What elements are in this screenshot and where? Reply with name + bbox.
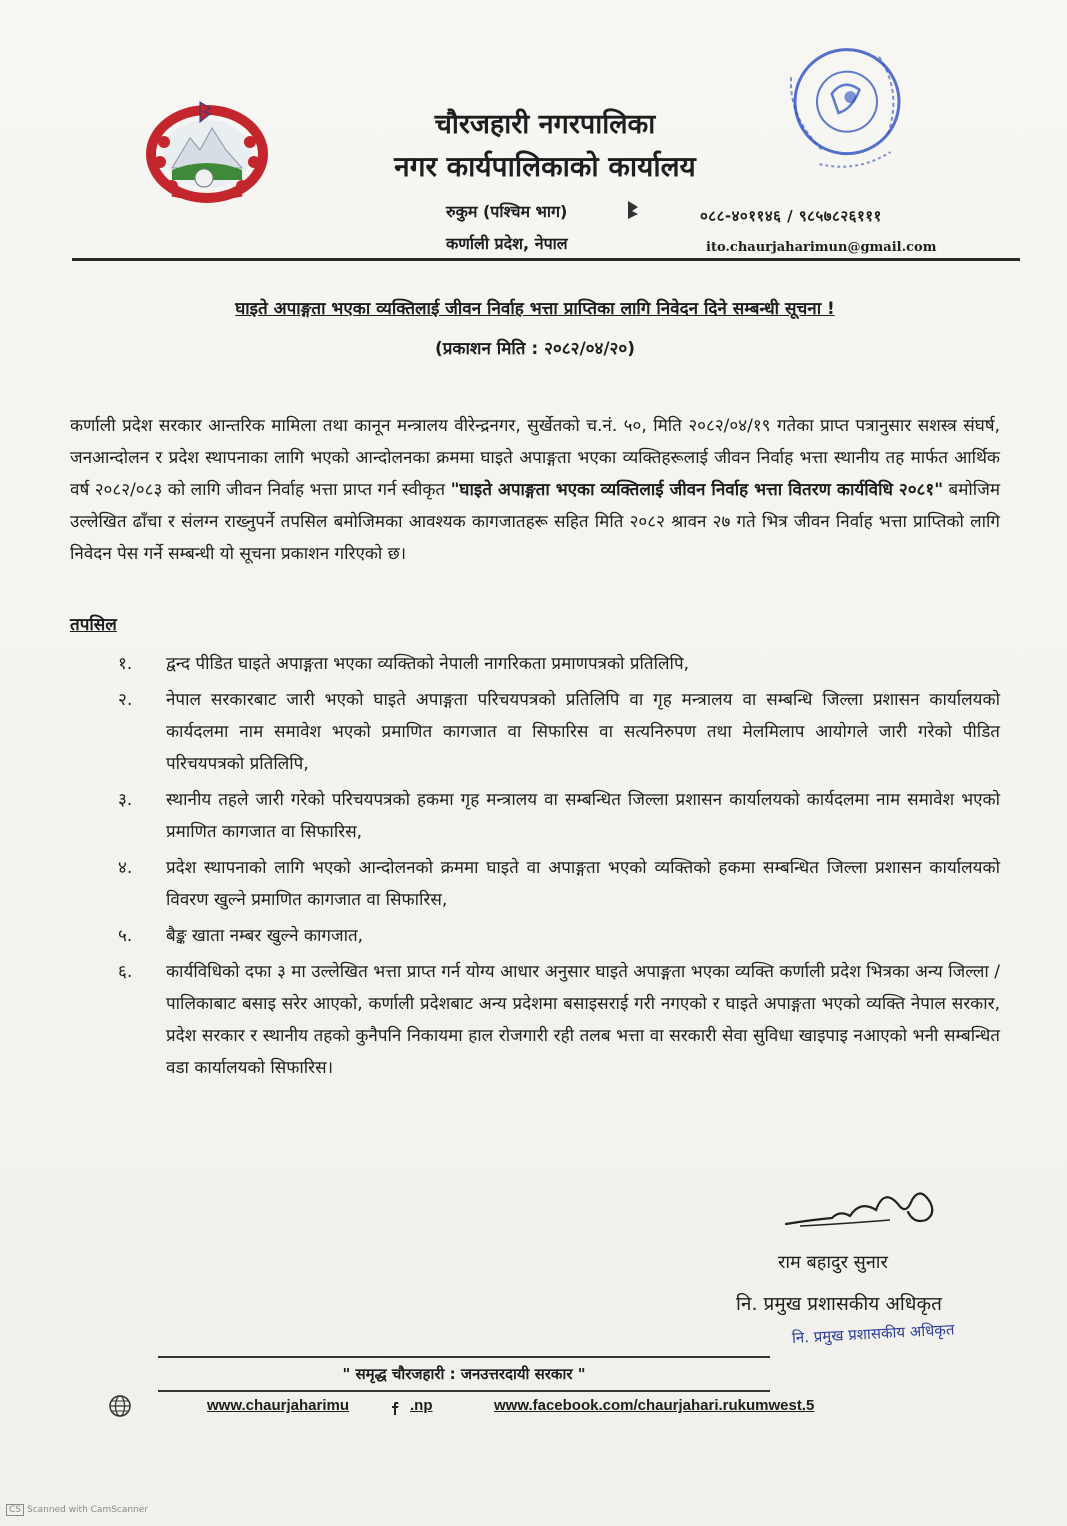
province-line: कर्णाली प्रदेश, नेपाल bbox=[446, 234, 568, 253]
list-item-number: ३. bbox=[118, 790, 133, 810]
nepal-flag-icon bbox=[627, 200, 639, 220]
office-header bbox=[330, 100, 760, 185]
list-item bbox=[118, 648, 1000, 680]
list-item bbox=[118, 920, 1000, 952]
phone-number: ०८८-४०११४६ / ९८५७८२६१११ bbox=[700, 207, 882, 225]
notice-body bbox=[70, 410, 1000, 570]
website-link[interactable]: www.chaurjaharimu bbox=[207, 1397, 349, 1414]
signatory-stamp-title: नि. प्रमुख प्रशासकीय अधिकृत bbox=[791, 1320, 955, 1347]
list-item-number: २. bbox=[118, 690, 133, 710]
list-item bbox=[118, 684, 1000, 780]
email-address: ito.chaurjaharimun@gmail.com bbox=[706, 240, 937, 255]
footer-divider-bottom bbox=[158, 1390, 770, 1392]
notice-subject bbox=[110, 296, 960, 319]
list-item-number: ६. bbox=[118, 962, 133, 982]
list-item bbox=[118, 956, 1000, 1084]
scanner-watermark-text: Scanned with CamScanner bbox=[27, 1505, 149, 1515]
publication-date: (प्रकाशन मिति : २०८२/०४/२०) bbox=[434, 339, 636, 359]
list-item-number: ५. bbox=[118, 926, 133, 946]
signatory-title: नि. प्रमुख प्रशासकीय अधिकृत bbox=[736, 1293, 942, 1315]
facebook-link[interactable]: www.facebook.com/chaurjahari.rukumwest.5 bbox=[494, 1397, 815, 1414]
footer-slogan: " समृद्ध चौरजहारी : जनउत्तरदायी सरकार " bbox=[342, 1365, 586, 1383]
scanner-watermark bbox=[6, 1504, 148, 1516]
body-text-procedure-name: "घाइते अपाङ्गता भएका व्यक्तिलाई जीवन निर्वाह भत्ता वितरण कार्यविधि २०८१" bbox=[450, 480, 944, 500]
list-item-number: ४. bbox=[118, 858, 133, 878]
list-item bbox=[118, 852, 1000, 916]
nepal-emblem-icon bbox=[142, 98, 272, 204]
list-heading: तपसिल bbox=[70, 615, 117, 635]
signatory-name: राम बहादुर सुनार bbox=[778, 1252, 888, 1273]
list-item bbox=[118, 784, 1000, 848]
facebook-icon bbox=[389, 1400, 403, 1416]
district-line: रुकुम (पश्चिम भाग) bbox=[446, 202, 568, 221]
globe-icon bbox=[108, 1394, 132, 1418]
notice-subject-text: घाइते अपाङ्गता भएका व्यक्तिलाई जीवन निर्वाह भत्ता प्राप्तिका लागि निवेदन दिने सम्बन्धी सूचना ! bbox=[235, 299, 835, 319]
camscanner-logo-icon: CS bbox=[6, 1504, 24, 1516]
required-documents-list bbox=[118, 648, 1000, 1088]
municipality-name: चौरजहारी नगरपालिका bbox=[434, 109, 656, 140]
list-item-text: कार्यविधिको दफा ३ मा उल्लेखित भत्ता प्राप्त गर्न योग्य आधार अनुसार घाइते अपाङ्गता भएका व्यक्ति कर्णाली प्रदेश भित्रका अन्य जिल्ला / पालिकाबाट बसाइ सरेर आएको, कर्णाली प्रदेशबाट अन्य प्रदेशमा बसाइसराई गरी नगएको र घाइते अपाङ्गता भएको व्यक्ति नेपाल सरकार, प्रदेश सरकार र स्थानीय तहको कुनैपनि निकायमा हाल रोजगारी रही तलब भत्ता वा सरकारी सेवा सुविधा खाइपाइ नआएको भनी सम्बन्धित वडा कार्यालयको सिफारिस। bbox=[166, 962, 1000, 1078]
handwritten-signature bbox=[780, 1180, 950, 1236]
footer-divider-top bbox=[158, 1356, 770, 1358]
list-item-text: नेपाल सरकारबाट जारी भएको घाइते अपाङ्गता परिचयपत्रको प्रतिलिपि वा गृह मन्त्रालय वा सम्बन्धि जिल्ला प्रशासन कार्यालयको कार्यदलमा नाम समावेश भएको प्रमाणित कागजात वा सिफारिस वा सत्यनिरुपण तथा मेलमिलाप आयोगले जारी गरेको पीडित परिचयपत्रको प्रतिलिपि, bbox=[166, 690, 1000, 774]
list-item-number: १. bbox=[118, 654, 133, 674]
list-item-text: बैङ्क खाता नम्बर खुल्ने कागजात, bbox=[166, 926, 364, 946]
website-link-suffix[interactable]: .np bbox=[410, 1397, 433, 1414]
list-item-text: स्थानीय तहले जारी गरेको परिचयपत्रको हकमा गृह मन्त्रालय वा सम्बन्धित जिल्ला प्रशासन कार्यालयको कार्यदलमा नाम समावेश भएको प्रमाणित कागजात वा सिफारिस, bbox=[166, 790, 1000, 842]
list-item-text: द्वन्द पीडित घाइते अपाङ्गता भएका व्यक्तिको नेपाली नागरिकता प्रमाणपत्रको प्रतिलिपि, bbox=[166, 654, 689, 674]
office-seal-stamp bbox=[778, 40, 912, 178]
body-text-part1: कर्णाली प्रदेश सरकार आन्तरिक मामिला तथा कानून मन्त्रालय वीरेन्द्रनगर, सुर्खेतको च.नं. ५०, मिति २०८२/०४/१९ गतेका प्राप्त पत्रानुसार सशस्त्र संघर्ष, जनआन्दोलन र प्रदेश स्थापनाका लागि भएको आन्दोलनका क्रममा घाइते अपाङ्गता भएका व्यक्तिहरूलाई जीवन निर्वाह भत्ता स्थानीय तह मार्फत आर्थिक वर्ष २०८२/०८३ को लागि जीवन निर्वाह भत्ता प्राप्त गर्न स्वीकृत bbox=[70, 416, 1000, 500]
header-divider bbox=[72, 258, 1020, 261]
body-text-part2: बमोजिम उल्लेखित ढाँचा र संलग्न राख्नुपर्ने तपसिल बमोजिमका आवश्यक कागजातहरू सहित मिति २०८२ श्रावन २७ गते भित्र जीवन निर्वाह भत्ता प्राप्तिको लागि निवेदन पेस गर्ने सम्बन्धी यो सूचना प्रकाशन गरिएको छ। bbox=[70, 480, 1000, 564]
list-item-text: प्रदेश स्थापनाको लागि भएको आन्दोलनको क्रममा घाइते वा अपाङ्गता भएको व्यक्तिको हकमा सम्बन्धित जिल्ला प्रशासन कार्यालयको विवरण खुल्ने प्रमाणित कागजात वा सिफारिस, bbox=[166, 858, 1000, 910]
office-name: नगर कार्यपालिकाको कार्यालय bbox=[394, 150, 696, 183]
